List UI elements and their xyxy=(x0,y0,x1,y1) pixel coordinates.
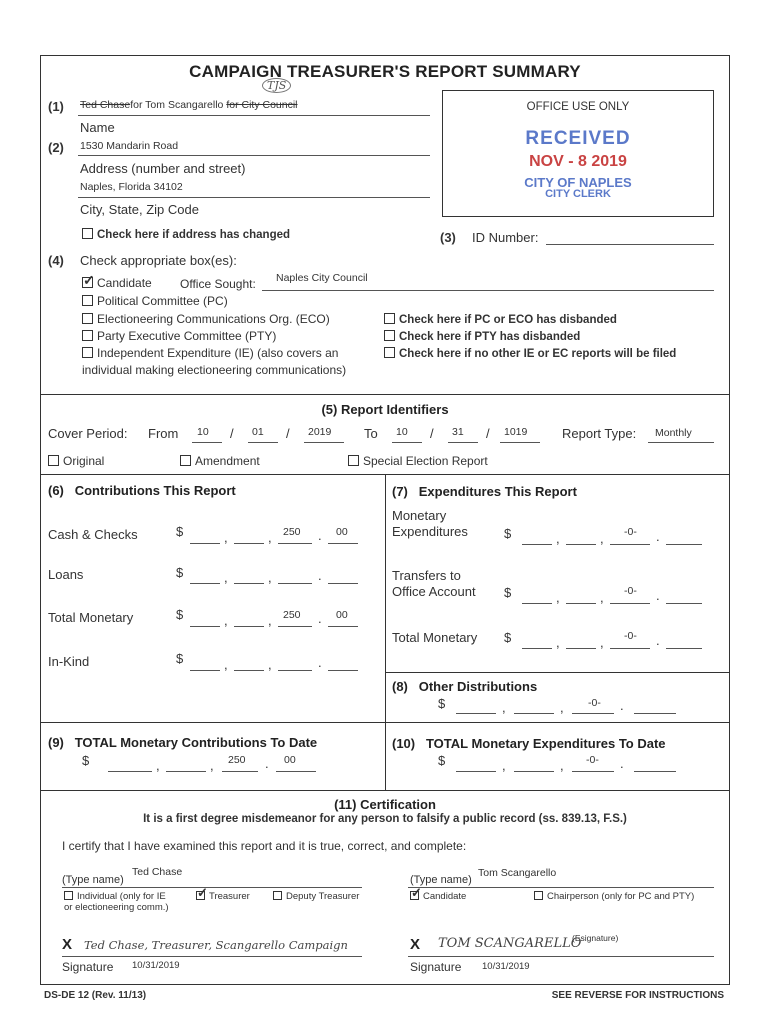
special-election-box[interactable] xyxy=(348,455,359,466)
total-monetary-contrib-label: Total Monetary xyxy=(48,610,134,625)
monetary-label-line1: Monetary xyxy=(392,508,447,523)
to-date-exp-dollar-sign: $ xyxy=(438,753,446,768)
monetary-exp-dollar-sign: $ xyxy=(504,526,512,541)
amendment-box[interactable] xyxy=(180,455,191,466)
name-main: for Tom Scangarello xyxy=(130,99,224,111)
contributions-title: (6) Contributions This Report xyxy=(48,483,236,498)
pc-checkbox[interactable] xyxy=(82,294,228,308)
city-field[interactable]: Naples, Florida 34102 xyxy=(80,181,183,193)
chairperson-label: Chairperson (only for PC and PTY) xyxy=(547,891,695,902)
esignature-label: (Esignature) xyxy=(572,933,619,943)
to-label: To xyxy=(364,426,378,441)
deputy-treasurer-box[interactable] xyxy=(273,891,282,900)
original-checkbox[interactable] xyxy=(48,454,104,468)
individual-checkbox[interactable] xyxy=(64,891,169,913)
left-x-mark: X xyxy=(62,936,73,953)
original-label: Original xyxy=(63,454,105,468)
ie-label-continued: individual making electioneering communications) xyxy=(82,363,347,377)
transfers-label xyxy=(392,568,476,600)
form-title: CAMPAIGN TREASURER'S REPORT SUMMARY xyxy=(189,62,581,81)
address-label: Address (number and street) xyxy=(80,161,246,176)
to-date-contrib-cents[interactable]: 00 xyxy=(284,754,296,766)
monetary-exp-value[interactable]: -0- xyxy=(624,526,637,538)
report-type-label: Report Type: xyxy=(562,426,637,441)
no-other-ie-label: Check here if no other IE or EC reports will be filed xyxy=(399,348,677,360)
name-field[interactable] xyxy=(80,99,298,111)
section-1-number: (1) xyxy=(48,99,64,114)
stamp-line-4: CITY CLERK xyxy=(545,188,611,200)
from-label: From xyxy=(148,426,179,441)
other-dist-value[interactable]: -0- xyxy=(588,697,601,709)
cash-checks-label: Cash & Checks xyxy=(48,527,138,542)
to-day[interactable]: 31 xyxy=(452,426,464,438)
certification-warning: It is a first degree misdemeanor for any person to falsify a public record (ss. 839.13, F.S.) xyxy=(143,813,627,825)
from-day[interactable]: 01 xyxy=(252,426,264,438)
left-signer-name[interactable]: Ted Chase xyxy=(132,866,183,878)
id-number-label: ID Number: xyxy=(472,230,539,245)
report-identifiers-title: (5) Report Identifiers xyxy=(321,402,449,417)
received-stamp xyxy=(442,128,714,200)
address-changed-checkbox[interactable] xyxy=(82,228,290,241)
pty-disbanded-label: Check here if PTY has disbanded xyxy=(399,331,581,343)
total-contrib-hundreds[interactable]: 250 xyxy=(283,609,301,621)
treasurer-box[interactable] xyxy=(196,891,205,900)
total-expenditures-to-date-title: (10) TOTAL Monetary Expenditures To Date xyxy=(392,736,666,751)
right-signer-name[interactable]: Tom Scangarello xyxy=(478,867,557,879)
stamp-line-1: RECEIVED xyxy=(525,128,631,149)
cash-cents[interactable]: 00 xyxy=(336,526,348,538)
eco-box[interactable] xyxy=(82,313,93,324)
section-4-number: (4) xyxy=(48,253,64,268)
address-field[interactable]: 1530 Mandarin Road xyxy=(80,140,179,152)
section-3-number: (3) xyxy=(440,230,456,245)
name-struck: Ted Chase xyxy=(80,99,131,111)
address-changed-box[interactable] xyxy=(82,228,93,239)
address-changed-label: Check here if address has changed xyxy=(97,229,291,241)
amendment-label: Amendment xyxy=(195,454,260,468)
to-sep-2: / xyxy=(486,426,490,441)
deputy-treasurer-checkbox[interactable] xyxy=(273,891,359,902)
right-type-name-label: (Type name) xyxy=(410,874,472,886)
office-sought-field[interactable]: Naples City Council xyxy=(276,272,368,284)
total-exp-value[interactable]: -0- xyxy=(624,630,637,642)
office-use-title: OFFICE USE ONLY xyxy=(526,101,630,113)
pc-disbanded-label: Check here if PC or ECO has disbanded xyxy=(399,314,617,326)
ie-box[interactable] xyxy=(82,347,93,358)
name-label: Name xyxy=(80,120,115,135)
pc-disbanded-box[interactable] xyxy=(384,313,395,324)
no-other-ie-checkbox[interactable] xyxy=(384,347,676,360)
total-contributions-to-date-title: (9) TOTAL Monetary Contributions To Date xyxy=(48,735,318,750)
candidate-box[interactable] xyxy=(82,277,93,288)
transfers-label-line1: Transfers to xyxy=(392,568,461,583)
total-monetary-exp-label: Total Monetary xyxy=(392,630,478,645)
candidate-cert-label: Candidate xyxy=(423,891,467,902)
monetary-expenditures-label xyxy=(392,508,468,540)
left-type-name-label: (Type name) xyxy=(62,874,124,886)
individual-label-continued: or electioneering comm.) xyxy=(64,902,169,913)
pty-checkbox[interactable] xyxy=(82,329,276,343)
pc-disbanded-checkbox[interactable] xyxy=(384,313,617,326)
cash-hundreds[interactable]: 250 xyxy=(283,526,301,538)
stamp-line-3: CITY OF NAPLES xyxy=(524,175,632,190)
from-year[interactable]: 2019 xyxy=(308,426,332,438)
treasurer-checkbox[interactable] xyxy=(196,891,250,902)
right-x-mark: X xyxy=(410,936,421,953)
deputy-treasurer-label: Deputy Treasurer xyxy=(286,891,360,902)
title-initials: TJS xyxy=(262,78,291,93)
other-distributions-title: (8) Other Distributions xyxy=(392,679,538,694)
eco-label: Electioneering Communications Org. (ECO) xyxy=(97,312,330,326)
ie-checkbox[interactable] xyxy=(82,346,338,360)
cover-period-label: Cover Period: xyxy=(48,426,128,441)
original-box[interactable] xyxy=(48,455,59,466)
individual-label: Individual (only for IE xyxy=(77,891,166,902)
instructions-note: SEE REVERSE FOR INSTRUCTIONS xyxy=(551,990,724,1001)
individual-box[interactable] xyxy=(64,891,73,900)
amendment-checkbox[interactable] xyxy=(180,454,260,468)
to-sep-1: / xyxy=(430,426,434,441)
candidate-cert-checkbox[interactable] xyxy=(410,891,466,902)
chairperson-box[interactable] xyxy=(534,891,543,900)
pty-label: Party Executive Committee (PTY) xyxy=(97,329,277,343)
candidate-cert-box[interactable] xyxy=(410,891,419,900)
total-exp-dollar-sign: $ xyxy=(504,630,512,645)
no-other-ie-box[interactable] xyxy=(384,347,395,358)
special-election-label: Special Election Report xyxy=(363,454,488,468)
stamp-line-2: NOV - 8 2019 xyxy=(529,153,627,170)
certification-title: (11) Certification xyxy=(334,797,436,812)
office-sought-label: Office Sought: xyxy=(180,277,256,291)
left-signature-label: Signature xyxy=(62,960,114,974)
pty-box[interactable] xyxy=(82,330,93,341)
total-contrib-dollar-sign: $ xyxy=(176,607,184,622)
expenditures-title: (7) Expenditures This Report xyxy=(392,484,577,499)
section-2-number: (2) xyxy=(48,140,64,155)
transfers-value[interactable]: -0- xyxy=(624,585,637,597)
certification-statement: I certify that I have examined this report and it is true, correct, and complete: xyxy=(62,839,467,853)
right-signature-date[interactable]: 10/31/2019 xyxy=(482,961,530,972)
loans-label: Loans xyxy=(48,567,84,582)
loans-dollar-sign: $ xyxy=(176,565,184,580)
to-date-exp-value[interactable]: -0- xyxy=(586,754,599,766)
left-signature-date[interactable]: 10/31/2019 xyxy=(132,960,180,971)
special-election-checkbox[interactable] xyxy=(348,454,488,468)
transfers-label-line2: Office Account xyxy=(392,584,476,599)
from-month[interactable]: 10 xyxy=(197,426,209,438)
right-signature[interactable]: TOM SCANGARELLO xyxy=(438,936,582,951)
pc-box[interactable] xyxy=(82,295,93,306)
pty-disbanded-box[interactable] xyxy=(384,330,395,341)
id-number-field[interactable] xyxy=(548,230,712,244)
pty-disbanded-checkbox[interactable] xyxy=(384,330,580,343)
total-contrib-cents[interactable]: 00 xyxy=(336,609,348,621)
pc-label: Political Committee (PC) xyxy=(97,294,228,308)
monetary-label-line2: Expenditures xyxy=(392,524,468,539)
from-sep-2: / xyxy=(286,426,290,441)
name-struck-suffix: for City Council xyxy=(226,99,298,111)
candidate-label: Candidate xyxy=(97,276,152,290)
to-month[interactable]: 10 xyxy=(396,426,408,438)
other-dist-dollar-sign: $ xyxy=(438,696,446,711)
city-label: City, State, Zip Code xyxy=(80,202,199,217)
report-type-field[interactable]: Monthly xyxy=(655,427,692,439)
form-id: DS-DE 12 (Rev. 11/13) xyxy=(44,990,147,1001)
chairperson-checkbox[interactable] xyxy=(534,891,694,902)
to-date-contrib-dollar-sign: $ xyxy=(82,753,90,768)
check-boxes-label: Check appropriate box(es): xyxy=(80,253,237,268)
inkind-dollar-sign: $ xyxy=(176,651,184,666)
cash-dollar-sign: $ xyxy=(176,524,184,539)
left-signature[interactable]: Ted Chase, Treasurer, Scangarello Campaign xyxy=(84,938,348,952)
candidate-checkbox[interactable] xyxy=(82,276,152,290)
treasurer-label: Treasurer xyxy=(209,891,250,902)
from-sep-1: / xyxy=(230,426,234,441)
transfers-dollar-sign: $ xyxy=(504,585,512,600)
eco-checkbox[interactable] xyxy=(82,312,330,326)
inkind-label: In-Kind xyxy=(48,654,90,669)
right-signature-label: Signature xyxy=(410,960,462,974)
to-year[interactable]: 1019 xyxy=(504,426,528,438)
to-date-contrib-hundreds[interactable]: 250 xyxy=(228,754,246,766)
ie-label: Independent Expenditure (IE) (also covers an xyxy=(97,346,339,360)
